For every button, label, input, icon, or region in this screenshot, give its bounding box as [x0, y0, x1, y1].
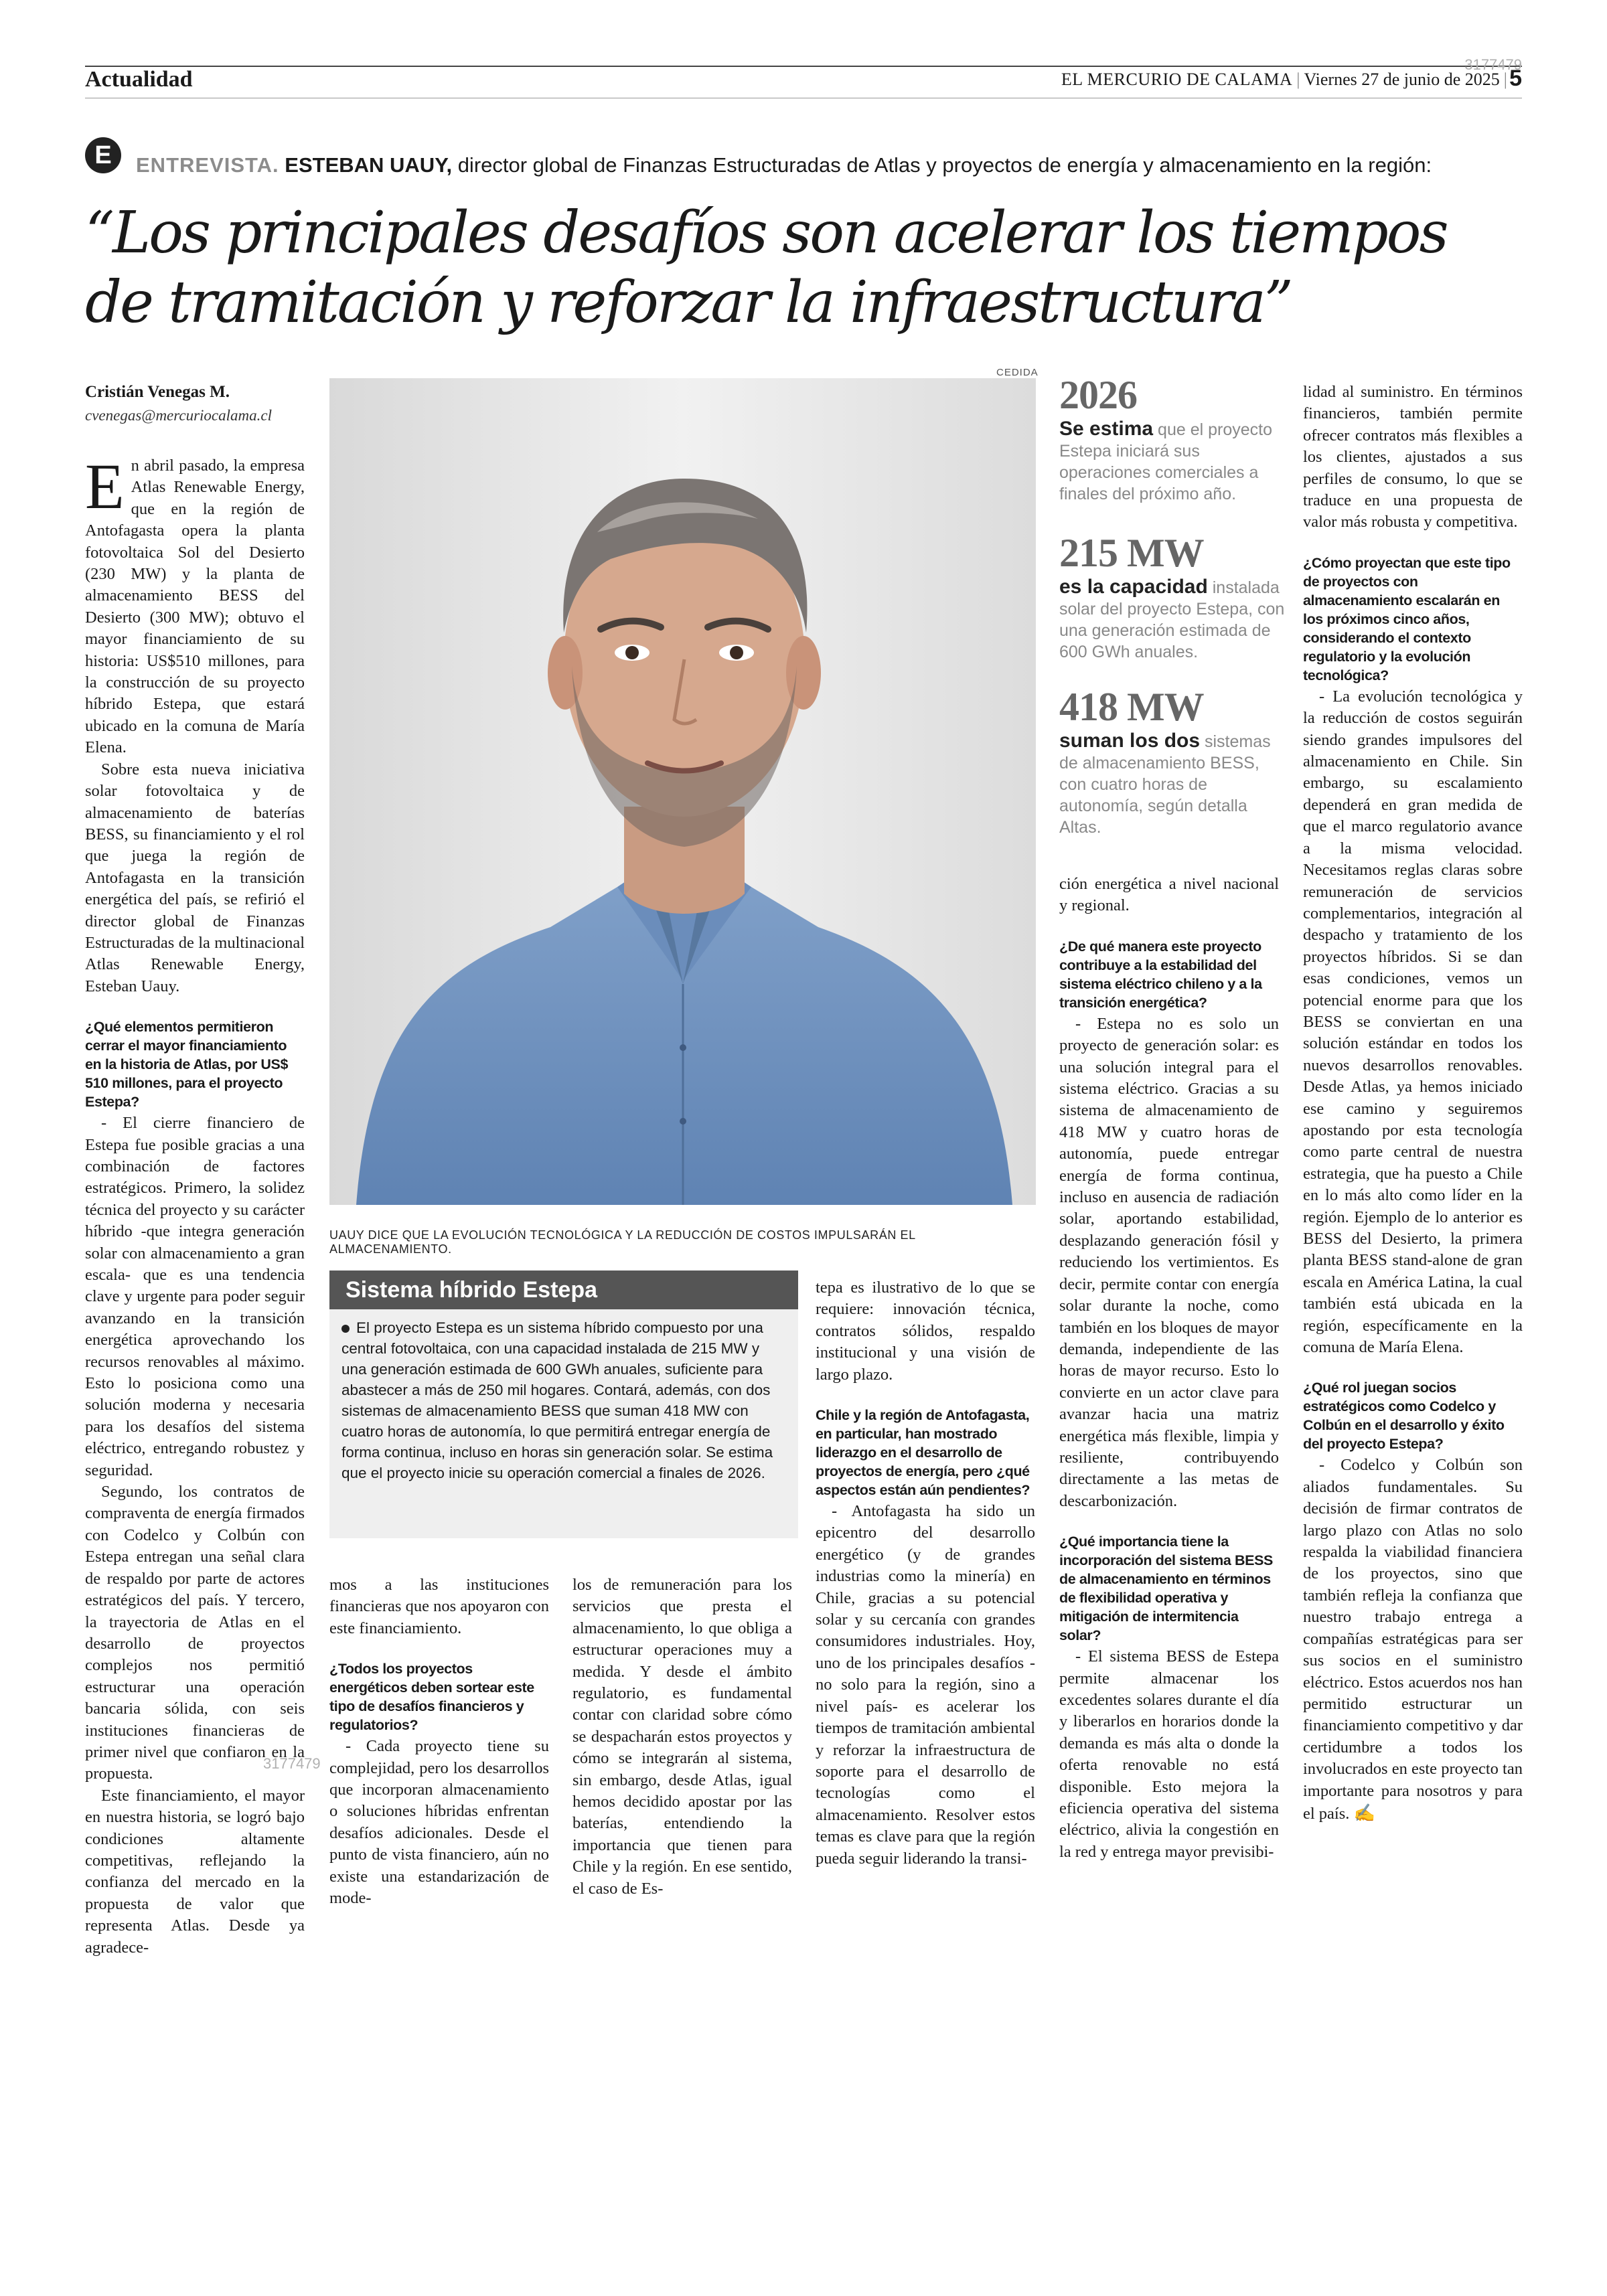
stat-description [1059, 576, 1290, 663]
page-number: 5 [1509, 66, 1522, 91]
stat-text: sistemas de almacenamiento BESS, con cuatro horas de autonomía, según detalla Altas. [1059, 732, 1271, 837]
paragraph: tepa es ilustrativo de lo que se requiere: innovación técnica, contratos sólidos, respaldo institucional y una visión de largo plazo. [816, 1279, 1035, 1384]
answer-text: - Codelco y Colbún son aliados fundamentales. Su decisión de firmar contratos de largo plazo con Atlas no solo respalda la viabilidad financiera de los proyectos, sino que también refleja la confianza que nuestro trabajo entrega a compañías estratégicas para ser sus socios en el suministro eléctrico. Estos acuerdos nos han permitido estructurar un financiamiento competitivo y dar certidumbre a todos los involucrados en este proyecto tan importante para nosotros y para el país. [1303, 1456, 1523, 1823]
kicker-label: ENTREVISTA. [136, 153, 279, 177]
photo-credit: CEDIDA [996, 367, 1039, 378]
interviewee-name: ESTEBAN UAUY, [285, 153, 453, 177]
headline: “Los principales desafíos son acelerar los tiempos de tramitación y reforzar la infraestructura” [85, 199, 1447, 336]
article-column-4 [816, 1277, 1035, 1870]
answer-paragraph: - El sistema BESS de Estepa permite almacenar los excedentes solares durante el día y liberarlos en horarios donde la demanda es más alta o donde la oferta renovable no está disponible. Esto mejora la eficiencia operativa del sistema eléctrico, alivia la congestión en la red y entrega mayor previsibi- [1059, 1647, 1279, 1861]
paragraph: ción energética a nivel nacional y regional. [1059, 875, 1279, 915]
portrait-illustration [329, 378, 1036, 1205]
answer-paragraph: - La evolución tecnológica y la reducción de costos seguirán siendo grandes impulsores del almacenamiento en Chile. Sin embargo, su escalamiento dependerá en gran medida de que el marco regulatorio avance a la misma velocidad. Necesitamos reglas claras sobre remuneración de servicios complementarios, integración al despacho y tratamiento de los proyectos híbridos. Si se dan esas condiciones, vemos un potencial enorme para que los BESS se conviertan en una solución estándar en todos los nuevos desarrollos renovables. Desde Atlas, ya hemos iniciado ese camino y seguiremos apostando por esta tecnología como parte central de nuestra estrategia, que ha puesto a Chile en lo más alto como líder en la región. Ejemplo de lo anterior es BESS del Desierto, la primera planta BESS stand-alone de gran escala en América Latina, la cual también está ubicada en la región, específicamente en la comuna de María Elena. [1303, 687, 1523, 1357]
question: ¿Qué rol juegan socios estratégicos como Codelco y Colbún en el desarrollo y éxito del proyecto Estepa? [1303, 1380, 1505, 1453]
issue-date: Viernes 27 de junio de 2025 [1304, 70, 1500, 89]
stat-description [1059, 418, 1290, 505]
article-column-2 [329, 1574, 549, 1909]
end-mark-icon: ✍ [1353, 1802, 1375, 1823]
info-box-body [341, 1317, 783, 1483]
article-column-1 [85, 450, 305, 1959]
header-top-rule [85, 66, 1522, 67]
portrait-photo [329, 378, 1036, 1205]
stat-lead: es la capacidad [1059, 576, 1208, 598]
stat-block-1 [1059, 372, 1290, 505]
stat-description [1059, 730, 1290, 838]
author-name: Cristián Venegas M. [85, 383, 230, 401]
stat-block-2 [1059, 530, 1290, 663]
paragraph: mos a las instituciones financieras que nos apoyaron con este financiamiento. [329, 1576, 549, 1637]
interviewee-role: director global de Finanzas Estructuradas de Atlas y proyectos de energía y almacenamiento en la región: [457, 153, 1432, 177]
answer-paragraph: - Estepa no es solo un proyecto de generación solar: es una solución integral para el sistema eléctrico. Gracias a su sistema de almacenamiento de 418 MW y cuatro horas de autonomía, puede entregar energía de forma continua, incluso en ausencia de radiación solar, aportando estabilidad, desplazando generación fósil y reduciendo los vertimientos. Es decir, permite contar con energía solar durante la noche, como también en los bloques de mayor demanda, independiente de las horas de mayor recurso. Esto lo convierte en un actor clave para avanzar hacia una matriz energética más flexible, limpia y resiliente, contribuyendo directamente a las metas de descarbonización. [1059, 1014, 1279, 1510]
question: ¿Todos los proyectos energéticos deben sortear este tipo de desafíos financieros y regulatorios? [329, 1661, 534, 1734]
question: Chile y la región de Antofagasta, en particular, han mostrado liderazgo en el desarrollo de proyectos de energía, pero ¿qué aspectos están aún pendientes? [816, 1407, 1030, 1499]
answer-paragraph: - Cada proyecto tiene su complejidad, pero los desarrollos que incorporan almacenamiento o soluciones híbridas enfrentan desafíos adicionales. Desde el punto de vista financiero, aún no existe una estandarización de mode- [329, 1737, 549, 1908]
question: ¿Cómo proyectan que este tipo de proyectos con almacenamiento escalarán en los próximos cinco años, considerando el contexto regulatorio y la evolución tecnológica? [1303, 554, 1511, 683]
lead-paragraph [85, 450, 305, 759]
answer-paragraph [1303, 1455, 1523, 1825]
paragraph: los de remuneración para los servicios que presta el almacenamiento, lo que obliga a estructurar operaciones muy a medida. Y desde el ámbito regulatorio, es fundamental contar con claridad sobre cómo se despacharán estos proyectos y cómo se integrarán al sistema, sin embargo, desde Atlas, igual hemos decidido apostar por las baterías, entendiendo la importancia que tienen para Chile y la región. En ese sentido, el caso de Es- [572, 1576, 792, 1898]
answer-paragraph: - El cierre financiero de Estepa fue posible gracias a una combinación de factores estratégicos. Primero, la solidez técnica del proyecto y su carácter híbrido -que integra generación solar con almacenamiento a gran escala- que es una tendencia clave y urgente para poder seguir avanzando en la transición energética aprovechando los recursos renovables al máximo. Esto lo posiciona como una solución moderna y necesaria para los desafíos del sistema eléctrico, entregando robustez y seguridad. [85, 1114, 305, 1479]
article-column-5 [1059, 874, 1279, 1863]
stat-lead: Se estima [1059, 418, 1154, 440]
paragraph: lidad al suministro. En términos financieros, también permite ofrecer contratos más flexibles a los clientes, ajustados a sus perfiles de consumo, lo que se traduce en una propuesta de valor más robusta y competitiva. [1303, 383, 1523, 531]
stat-number: 215 MW [1059, 531, 1204, 575]
stat-text: instalada solar del proyecto Estepa, con una generación estimada de 600 GWh anuales. [1059, 578, 1285, 661]
stat-text: que el proyecto Estepa iniciará sus operaciones comerciales a finales del próximo año. [1059, 420, 1272, 503]
watermark-id-inline: 3177479 [263, 1755, 321, 1772]
stat-number: 418 MW [1059, 685, 1204, 729]
stat-lead: suman los dos [1059, 730, 1201, 752]
paragraph: Sobre esta nueva iniciativa solar fotovoltaica y de almacenamiento de baterías BESS, su financiamiento y el rol que juega la región de Antofagasta en la transición energética del país, se refirió el director global de Finanzas Estructuradas de la multinacional Atlas Renewable Energy, Esteban Uauy. [85, 760, 305, 995]
paragraph: Este financiamiento, el mayor en nuestra historia, se logró bajo condiciones altamente competitivas, reflejando la confianza del mercado en la propuesta de valor que representa Atlas. Desde ya agradece- [85, 1786, 305, 1957]
interview-badge: E [85, 137, 121, 173]
question: ¿De qué manera este proyecto contribuye a la estabilidad del sistema eléctrico chileno y a la transición energética? [1059, 938, 1262, 1011]
drop-cap: E [85, 450, 125, 522]
article-column-6 [1303, 382, 1523, 1825]
section-label: Actualidad [85, 67, 193, 92]
question: ¿Qué importancia tiene la incorporación del sistema BESS de almacenamiento en términos de flexibilidad operativa y mitigación de intermitencia solar? [1059, 1534, 1273, 1644]
watermark-id: 3177479 [1464, 56, 1522, 73]
stat-number: 2026 [1059, 373, 1137, 417]
lead-text: n abril pasado, la empresa Atlas Renewable Energy, que en la región de Antofagasta opera la planta fotovoltaica Sol del Desierto (230 MW) y la planta de almacenamiento BESS del Desierto (300 MW); obtuvo el mayor financiamiento de su historia: US$510 millones, para la construcción de su proyecto híbrido Estepa, que estará ubicado en la comuna de María Elena. [85, 457, 305, 757]
info-box-title: Sistema híbrido Estepa [329, 1270, 798, 1309]
paragraph: Segundo, los contratos de compraventa de energía firmados con Codelco y Colbún con Estepa entregan una señal clara de respaldo por parte de actores estratégicos del país. Y tercero, la trayectoria de Atlas en el desarrollo de proyectos complejos nos permitió estructurar una operación bancaria sólida, con seis instituciones financieras de primer nivel que confiaron en la propuesta. [85, 1483, 305, 1783]
author-email[interactable]: cvenegas@mercuriocalama.cl [85, 407, 272, 424]
answer-paragraph: - Antofagasta ha sido un epicentro del desarrollo energético (y de grandes industrias como la minería) en Chile, gracias a su potencial solar y su cercanía con grandes consumidores industriales. Hoy, uno de los principales desafíos -no solo para la región, sino a nivel país- es acelerar los tiempos de tramitación ambiental y reforzar la infraestructura de soporte para el desarrollo de tecnologías como el almacenamiento. Resolver estos temas es clave para que la región pueda seguir liderando la transi- [816, 1502, 1035, 1868]
bullet-icon [341, 1325, 350, 1333]
photo-caption: UAUY DICE QUE LA EVOLUCIÓN TECNOLÓGICA Y LA REDUCCIÓN DE COSTOS IMPULSARÁN EL ALMACENAMIENTO. [329, 1228, 916, 1256]
info-box-text: El proyecto Estepa es un sistema híbrido compuesto por una central fotovoltaica, con una capacidad instalada de 215 MW y una generación estimada de 600 GWh anuales, suficiente para abastecer a más de 250 mil hogares. Contará, además, con dos sistemas de almacenamiento BESS que suman 418 MW con cuatro horas de autonomía, lo que permitirá entregar energía de forma continua, incluso en horas sin generación solar. Se estima que el proyecto inicie su operación comercial a finales de 2026. [341, 1319, 773, 1481]
kicker [136, 153, 1432, 177]
masthead: EL MERCURIO DE CALAMA | Viernes 27 de junio de 2025 | [1061, 70, 1507, 89]
article-column-3 [572, 1574, 792, 1900]
stat-block-3 [1059, 684, 1290, 838]
newspaper-name: EL MERCURIO DE CALAMA [1061, 70, 1293, 89]
question: ¿Qué elementos permitieron cerrar el mayor financiamiento en la historia de Atlas, por US$ 510 millones, para el proyecto Estepa? [85, 1019, 289, 1111]
